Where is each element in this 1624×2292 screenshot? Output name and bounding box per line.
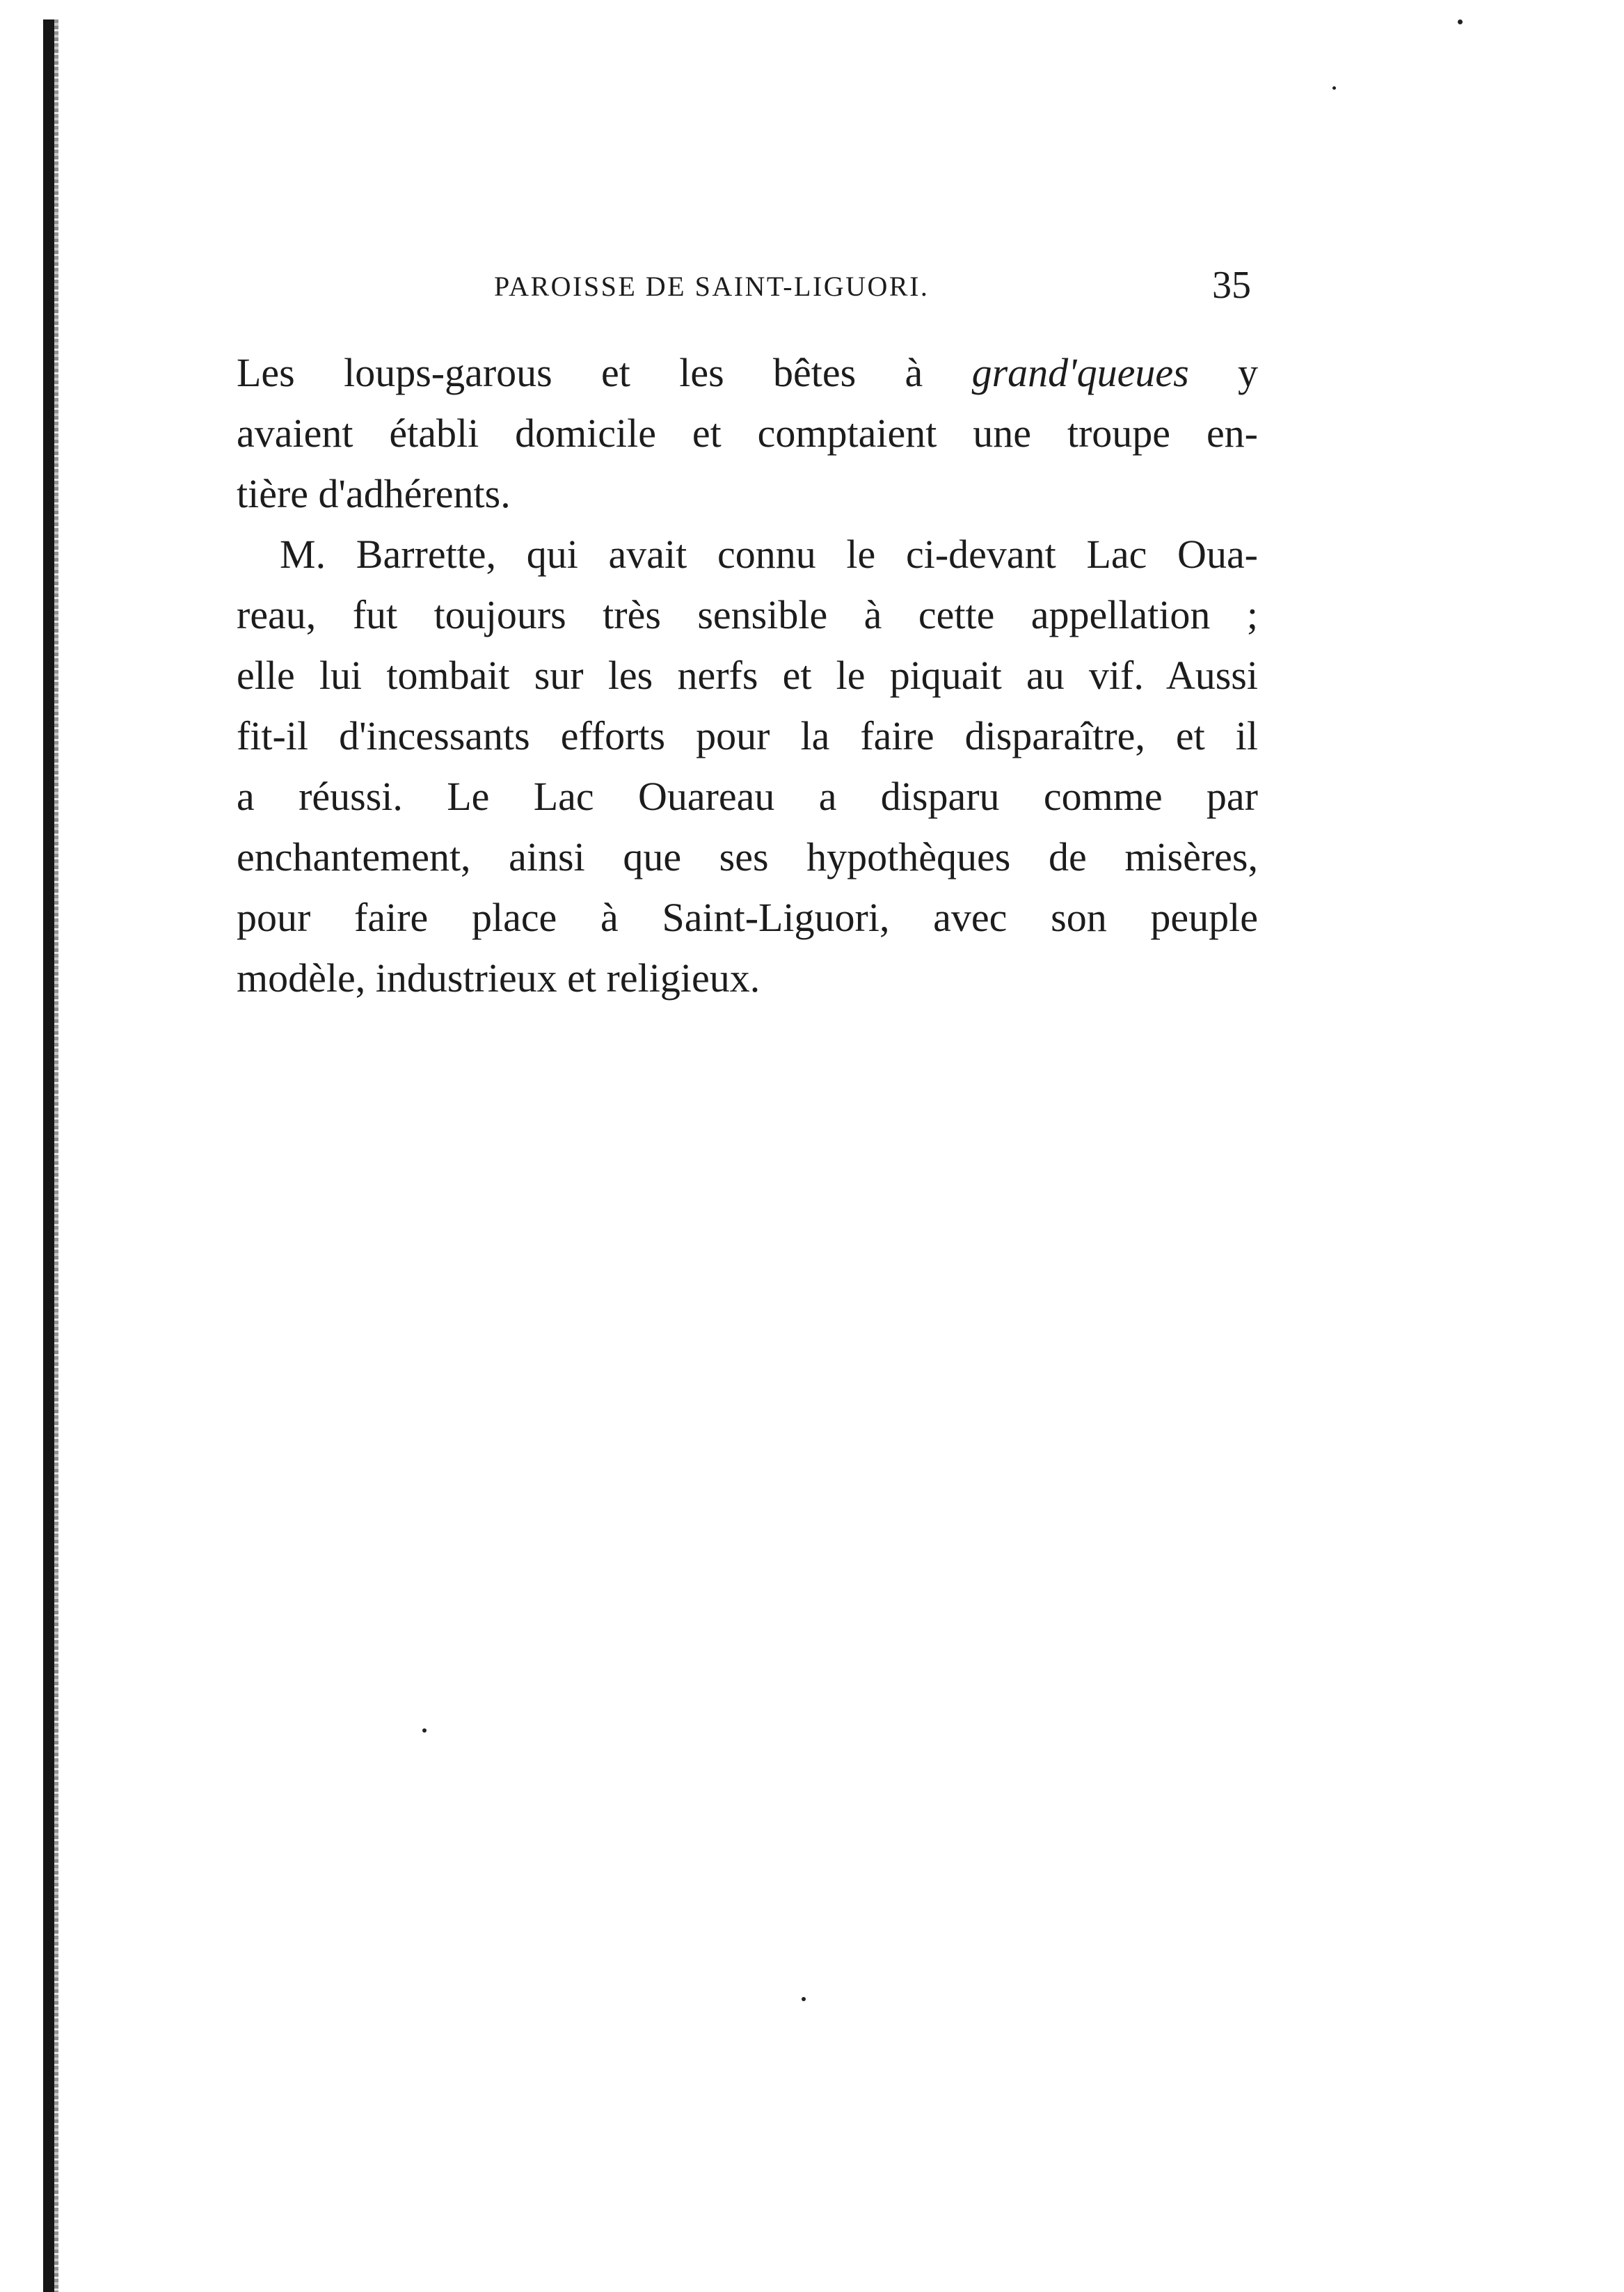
text-line: pour faire place à Saint-Liguori, avec son peuple <box>237 895 1258 940</box>
text-line: tière d'adhérents. <box>237 471 511 516</box>
text-line: M. Barrette, qui avait connu le ci-devant Lac Oua- <box>280 532 1258 577</box>
italic-term: grand'queues <box>971 350 1189 395</box>
text-line: avaient établi domicile et comptaient une troupe en- <box>237 411 1258 456</box>
ink-speck <box>802 1997 806 2001</box>
text-line: reau, fut toujours très sensible à cette appellation ; <box>237 592 1258 637</box>
ink-speck <box>1332 86 1336 90</box>
ink-speck <box>422 1728 427 1733</box>
page-header <box>237 263 1258 319</box>
text-line: Les loups-garous et les bêtes à grand'queues y <box>237 350 1258 395</box>
text-line: a réussi. Le Lac Ouareau a disparu comme par <box>237 774 1258 819</box>
page-number: 35 <box>1212 264 1251 307</box>
text-line: enchantement, ainsi que ses hypothèques de misères, <box>237 834 1258 880</box>
running-head: PAROISSE DE SAINT-LIGUORI. <box>494 271 930 302</box>
paragraph-1 <box>237 342 1258 524</box>
text-line: elle lui tombait sur les nerfs et le piquait au vif. Aussi <box>237 653 1258 698</box>
ink-speck <box>1458 19 1463 24</box>
paragraph-2 <box>237 524 1258 1008</box>
text-line: modèle, industrieux et religieux. <box>237 955 761 1001</box>
text-line: fit-il d'incessants efforts pour la faire disparaître, et il <box>237 713 1258 758</box>
page-binding-edge <box>43 19 54 2292</box>
body-text <box>237 342 1258 1008</box>
